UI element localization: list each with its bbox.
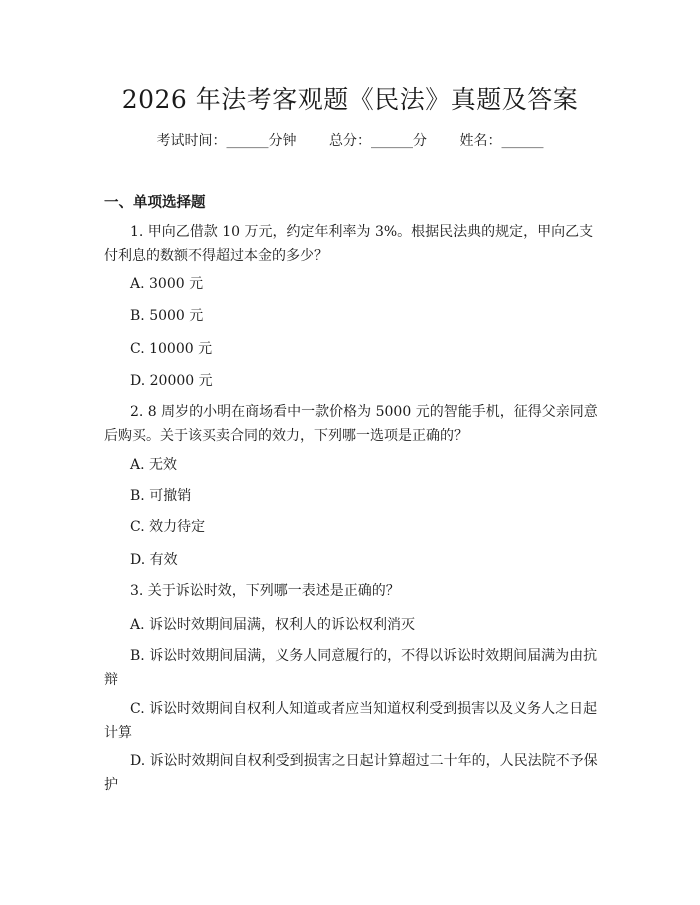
question-3-option-d: D. 诉讼时效期间自权利受到损害之日起计算超过二十年的，人民法院不予保护	[104, 753, 598, 793]
exam-info-line	[0, 130, 700, 150]
question-2-option-b: B. 可撤销	[130, 488, 192, 504]
question-1-stem: 1. 甲向乙借款 10 万元，约定年利率为 3%。根据民法典的规定，甲向乙支付利息的数额不得超过本金的多少？	[104, 224, 594, 264]
question-2-stem: 2. 8 周岁的小明在商场看中一款价格为 5000 元的智能手机，征得父亲同意后购买。关于该买卖合同的效力，下列哪一选项是正确的？	[104, 404, 598, 444]
question-3-option-a: A. 诉讼时效期间届满，权利人的诉讼权利消灭	[130, 617, 416, 633]
section-heading-single-choice: 一、单项选择题	[104, 194, 206, 211]
question-2-option-d: D. 有效	[130, 552, 178, 568]
question-1-option-c: C. 10000 元	[130, 341, 213, 357]
question-3-stem: 3. 关于诉讼时效，下列哪一表述是正确的？	[130, 583, 400, 599]
question-1-option-b: B. 5000 元	[130, 308, 204, 324]
exam-time-field: 考试时间：______分钟	[156, 133, 297, 149]
question-2-option-c: C. 效力待定	[130, 519, 206, 535]
question-1-option-a: A. 3000 元	[130, 276, 204, 292]
document-title: 2026 年法考客观题《民法》真题及答案	[121, 85, 579, 114]
question-3-option-b: B. 诉讼时效期间届满，义务人同意履行的，不得以诉讼时效期间届满为由抗辩	[104, 648, 598, 688]
question-3-option-c: C. 诉讼时效期间自权利人知道或者应当知道权利受到损害以及义务人之日起计算	[104, 701, 598, 741]
question-2-option-a: A. 无效	[130, 457, 178, 473]
name-field: 姓名：______	[459, 133, 544, 149]
question-1-option-d: D. 20000 元	[130, 373, 213, 389]
total-score-field: 总分：______分	[329, 133, 427, 149]
